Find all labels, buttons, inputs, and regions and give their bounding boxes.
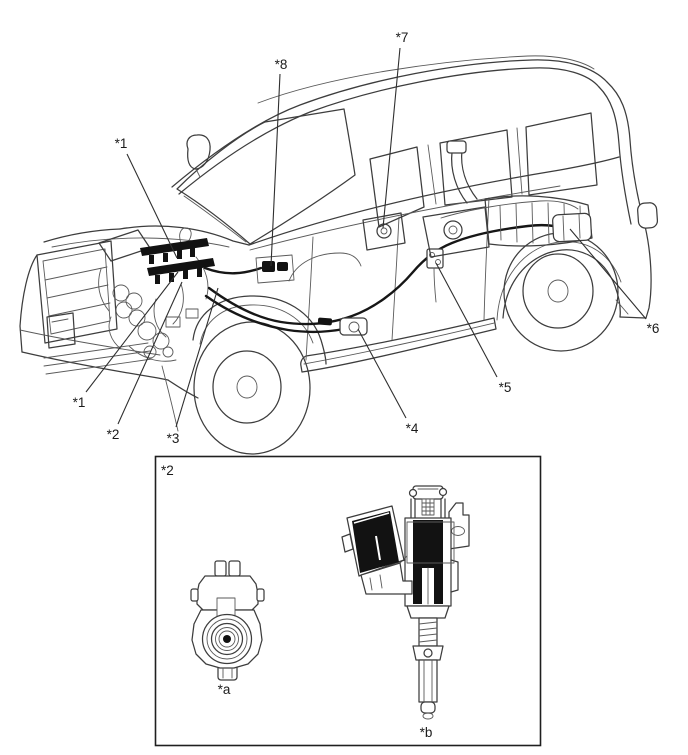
leader-line-6 [570, 229, 646, 319]
front-door-window [370, 147, 424, 227]
roof-rail [258, 56, 594, 103]
rear-wheel-arch [503, 250, 620, 318]
fuel-tank-assembly [363, 141, 592, 257]
callout-label-1-top: *1 [114, 136, 128, 151]
rear-wheel [504, 233, 618, 351]
leader-line-7 [383, 48, 400, 228]
callout-label-1-front: *1 [72, 395, 86, 410]
vehicle-outline [20, 56, 658, 454]
front-wheel [194, 322, 310, 454]
callout-label-4: *4 [405, 421, 419, 436]
canister [552, 213, 591, 242]
inset-box [156, 457, 541, 746]
windshield [177, 109, 355, 244]
leader-line-1-top [127, 154, 177, 258]
valve-cover [99, 230, 150, 261]
inset-part-b-label: *b [419, 725, 433, 740]
pipe-clamp [340, 318, 367, 335]
side-mirror [187, 135, 210, 169]
callout-label-3: *3 [166, 431, 180, 446]
tail-lamp [637, 202, 658, 228]
callout-label-8: *8 [274, 57, 288, 72]
injector-section-view [342, 486, 469, 719]
inset-frame-label: *2 [161, 463, 174, 478]
quarter-window [526, 113, 597, 195]
callout-label-7: *7 [395, 30, 409, 45]
pipe-connector [262, 261, 275, 272]
injector-end-view [191, 561, 264, 680]
filler-pipe [452, 150, 477, 203]
leader-line-8 [271, 74, 280, 266]
license-plate [47, 313, 75, 348]
inset-part-a-label: *a [217, 682, 231, 697]
callout-label-5: *5 [498, 380, 512, 395]
callout-label-2: *2 [106, 427, 120, 442]
engine-assembly [99, 228, 215, 361]
callout-label-6: *6 [646, 321, 660, 336]
